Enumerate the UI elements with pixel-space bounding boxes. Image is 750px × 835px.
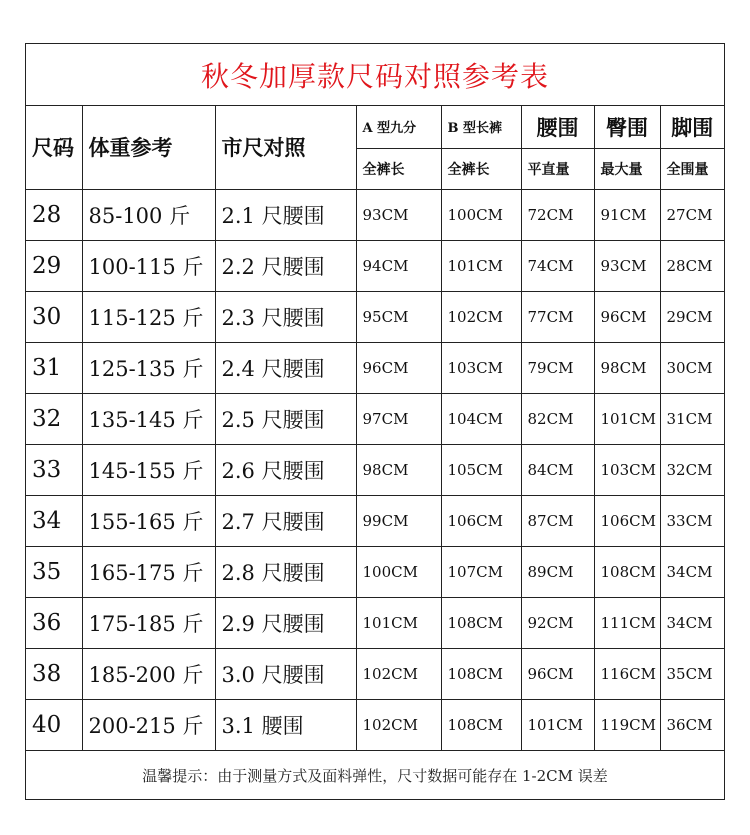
cell-size: 32 — [26, 393, 82, 444]
cell-ankle: 30CM — [660, 342, 724, 393]
cell-chi: 2.7 尺腰围 — [215, 495, 356, 546]
cell-hip: 106CM — [594, 495, 660, 546]
header-b-type: B 型长裤 — [441, 106, 521, 148]
cell-waist: 96CM — [521, 648, 594, 699]
header-size: 尺码 — [26, 106, 82, 189]
cell-weight: 85-100 斤 — [82, 189, 215, 240]
cell-b-length: 103CM — [441, 342, 521, 393]
cell-size: 35 — [26, 546, 82, 597]
cell-size: 31 — [26, 342, 82, 393]
cell-a-length: 96CM — [356, 342, 441, 393]
cell-b-length: 107CM — [441, 546, 521, 597]
cell-a-length: 94CM — [356, 240, 441, 291]
cell-weight: 115-125 斤 — [82, 291, 215, 342]
cell-waist: 79CM — [521, 342, 594, 393]
cell-ankle: 34CM — [660, 597, 724, 648]
cell-a-length: 97CM — [356, 393, 441, 444]
cell-hip: 91CM — [594, 189, 660, 240]
header-ankle-sub: 全围量 — [660, 148, 724, 189]
cell-size: 34 — [26, 495, 82, 546]
cell-hip: 98CM — [594, 342, 660, 393]
size-table — [26, 106, 724, 751]
cell-b-length: 108CM — [441, 597, 521, 648]
header-ankle: 脚围 — [660, 106, 724, 148]
tip-note: 温馨提示：由于测量方式及面料弹性，尺寸数据可能存在 1-2CM 误差 — [142, 766, 608, 785]
cell-waist: 77CM — [521, 291, 594, 342]
cell-waist: 92CM — [521, 597, 594, 648]
cell-weight: 175-185 斤 — [82, 597, 215, 648]
header-hip-sub: 最大量 — [594, 148, 660, 189]
cell-waist: 82CM — [521, 393, 594, 444]
table-row — [26, 444, 724, 495]
cell-hip: 111CM — [594, 597, 660, 648]
cell-a-length: 98CM — [356, 444, 441, 495]
cell-weight: 185-200 斤 — [82, 648, 215, 699]
cell-size: 30 — [26, 291, 82, 342]
cell-b-length: 105CM — [441, 444, 521, 495]
cell-chi: 2.8 尺腰围 — [215, 546, 356, 597]
cell-hip: 93CM — [594, 240, 660, 291]
cell-hip: 103CM — [594, 444, 660, 495]
cell-a-length: 100CM — [356, 546, 441, 597]
cell-size: 40 — [26, 699, 82, 750]
cell-waist: 84CM — [521, 444, 594, 495]
cell-b-length: 108CM — [441, 648, 521, 699]
cell-waist: 74CM — [521, 240, 594, 291]
table-row — [26, 291, 724, 342]
cell-hip: 116CM — [594, 648, 660, 699]
table-row — [26, 240, 724, 291]
cell-ankle: 34CM — [660, 546, 724, 597]
cell-ankle: 35CM — [660, 648, 724, 699]
cell-chi: 2.5 尺腰围 — [215, 393, 356, 444]
cell-a-length: 102CM — [356, 699, 441, 750]
cell-chi: 2.6 尺腰围 — [215, 444, 356, 495]
chart-title: 秋冬加厚款尺码对照参考表 — [26, 44, 724, 106]
size-chart-frame — [25, 43, 725, 800]
cell-size: 36 — [26, 597, 82, 648]
cell-size: 28 — [26, 189, 82, 240]
cell-chi: 3.1 腰围 — [215, 699, 356, 750]
cell-a-length: 93CM — [356, 189, 441, 240]
header-waist: 腰围 — [521, 106, 594, 148]
cell-a-length: 95CM — [356, 291, 441, 342]
table-row — [26, 648, 724, 699]
cell-chi: 2.1 尺腰围 — [215, 189, 356, 240]
cell-weight: 155-165 斤 — [82, 495, 215, 546]
cell-waist: 89CM — [521, 546, 594, 597]
cell-chi: 2.9 尺腰围 — [215, 597, 356, 648]
cell-weight: 200-215 斤 — [82, 699, 215, 750]
cell-chi: 2.3 尺腰围 — [215, 291, 356, 342]
header-a-type: A 型九分 — [356, 106, 441, 148]
cell-a-length: 102CM — [356, 648, 441, 699]
cell-hip: 101CM — [594, 393, 660, 444]
header-b-sub: 全裤长 — [441, 148, 521, 189]
cell-b-length: 102CM — [441, 291, 521, 342]
cell-ankle: 31CM — [660, 393, 724, 444]
cell-ankle: 27CM — [660, 189, 724, 240]
cell-weight: 100-115 斤 — [82, 240, 215, 291]
cell-b-length: 101CM — [441, 240, 521, 291]
header-waist-sub: 平直量 — [521, 148, 594, 189]
cell-size: 38 — [26, 648, 82, 699]
cell-b-length: 100CM — [441, 189, 521, 240]
cell-weight: 165-175 斤 — [82, 546, 215, 597]
table-row — [26, 495, 724, 546]
cell-waist: 87CM — [521, 495, 594, 546]
cell-ankle: 28CM — [660, 240, 724, 291]
cell-chi: 2.4 尺腰围 — [215, 342, 356, 393]
cell-waist: 101CM — [521, 699, 594, 750]
cell-weight: 145-155 斤 — [82, 444, 215, 495]
cell-hip: 119CM — [594, 699, 660, 750]
table-row — [26, 597, 724, 648]
cell-ankle: 32CM — [660, 444, 724, 495]
table-row — [26, 189, 724, 240]
header-chi: 市尺对照 — [215, 106, 356, 189]
cell-chi: 2.2 尺腰围 — [215, 240, 356, 291]
cell-hip: 108CM — [594, 546, 660, 597]
cell-b-length: 104CM — [441, 393, 521, 444]
table-row — [26, 699, 724, 750]
cell-a-length: 101CM — [356, 597, 441, 648]
cell-ankle: 36CM — [660, 699, 724, 750]
cell-b-length: 108CM — [441, 699, 521, 750]
cell-weight: 125-135 斤 — [82, 342, 215, 393]
cell-waist: 72CM — [521, 189, 594, 240]
table-row — [26, 546, 724, 597]
cell-a-length: 99CM — [356, 495, 441, 546]
header-row-1 — [26, 106, 724, 148]
cell-b-length: 106CM — [441, 495, 521, 546]
cell-chi: 3.0 尺腰围 — [215, 648, 356, 699]
header-weight: 体重参考 — [82, 106, 215, 189]
cell-hip: 96CM — [594, 291, 660, 342]
header-hip: 臀围 — [594, 106, 660, 148]
cell-ankle: 33CM — [660, 495, 724, 546]
table-row — [26, 342, 724, 393]
table-row — [26, 393, 724, 444]
header-a-sub: 全裤长 — [356, 148, 441, 189]
cell-size: 33 — [26, 444, 82, 495]
cell-ankle: 29CM — [660, 291, 724, 342]
cell-weight: 135-145 斤 — [82, 393, 215, 444]
cell-size: 29 — [26, 240, 82, 291]
